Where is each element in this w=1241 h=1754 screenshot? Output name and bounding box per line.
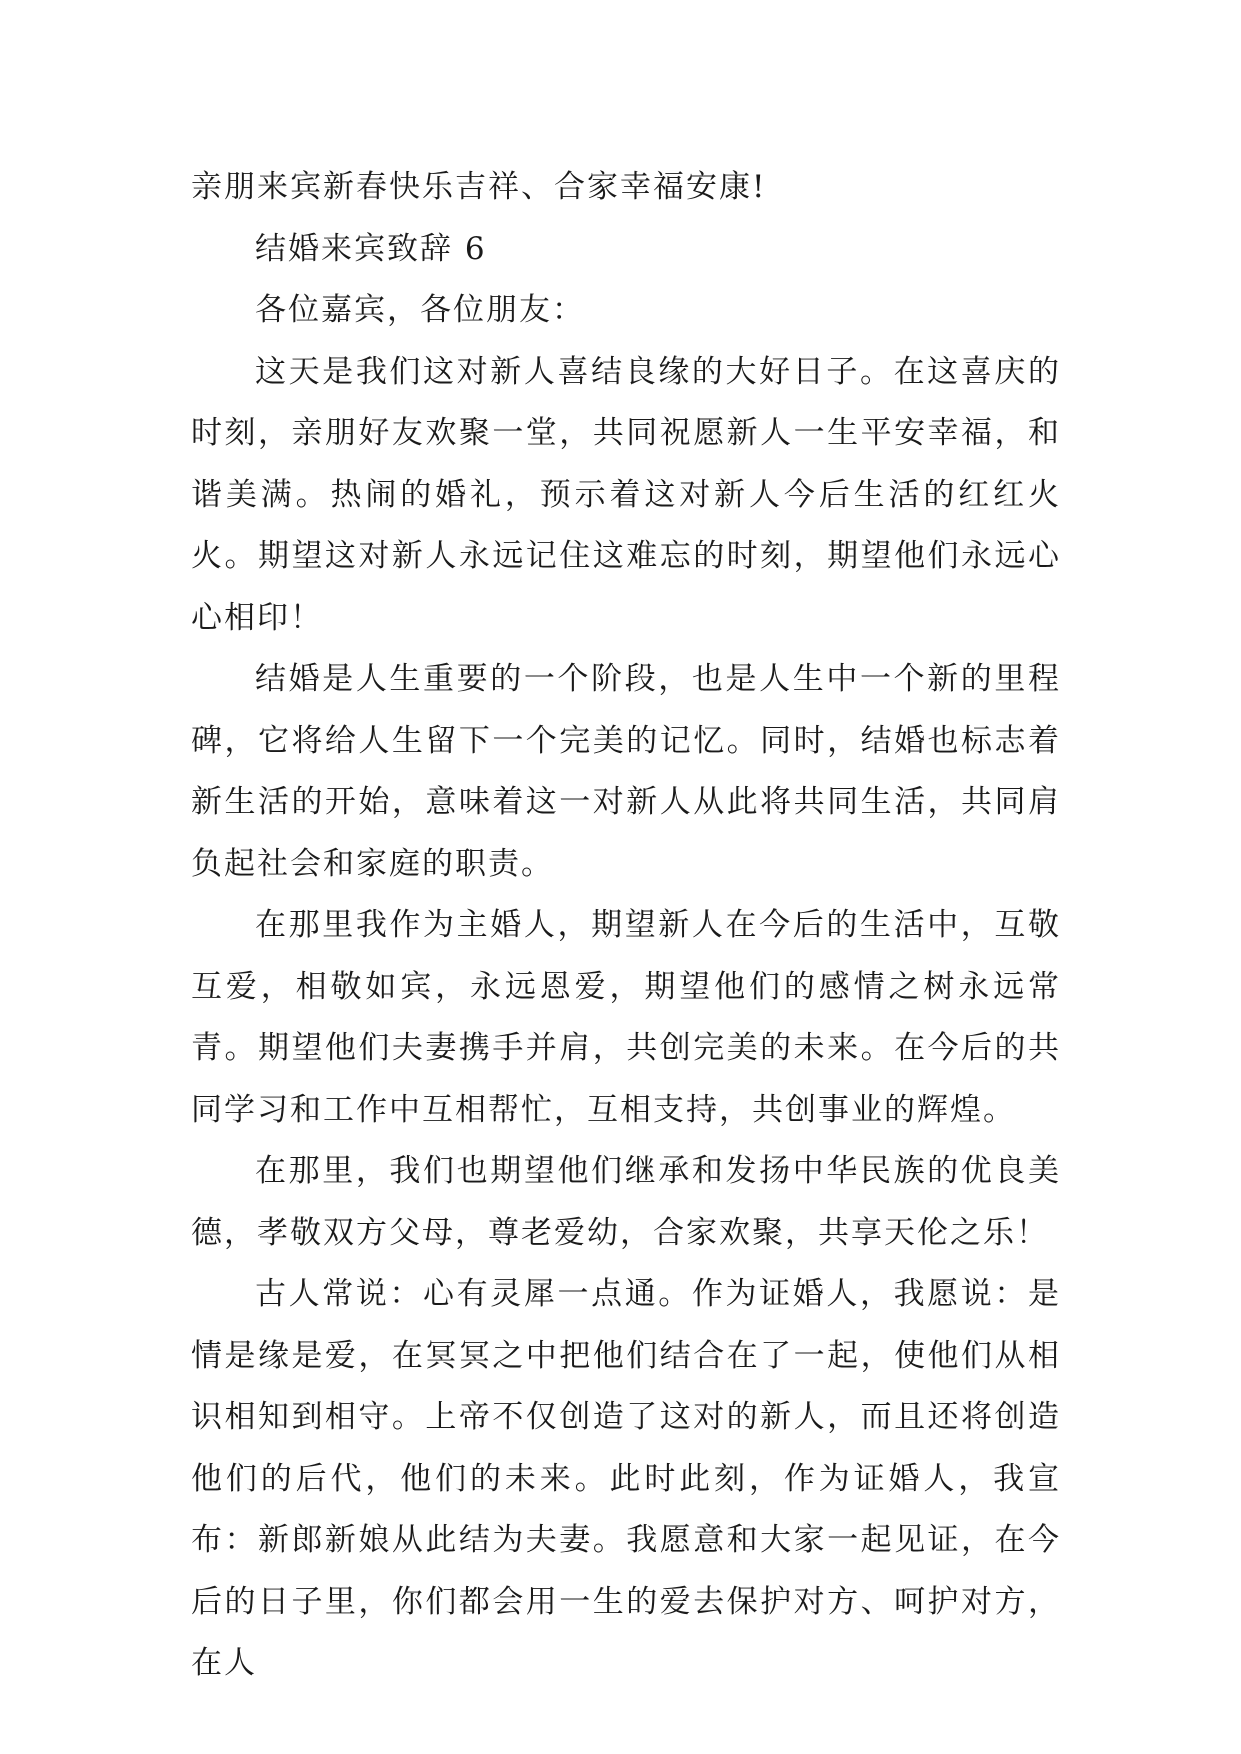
paragraph-milestone: 结婚是人生重要的一个阶段，也是人生中一个新的里程碑，它将给人生留下一个完美的记忆。同时，结婚也标志着新生活的开始，意味着这一对新人从此将共同生活，共同肩负起社会和家庭的职责。 — [191, 661, 1061, 882]
salutation: 各位嘉宾，各位朋友： — [255, 292, 585, 328]
document-body — [191, 157, 1061, 1695]
section-heading: 结婚来宾致辞 6 — [255, 230, 487, 267]
paragraph-officiant-wishes: 在那里我作为主婚人，期望新人在今后的生活中，互敬互爱，相敬如宾，永远恩爱，期望他们的感情之树永远常青。期望他们夫妻携手并肩，共创完美的未来。在今后的共同学习和工作中互相帮忙，互相支持，共创事业的辉煌。 — [191, 907, 1061, 1128]
paragraph-witness: 古人常说：心有灵犀一点通。作为证婚人，我愿说：是情是缘是爱，在冥冥之中把他们结合在了一起，使他们从相识相知到相守。上帝不仅创造了这对的新人，而且还将创造他们的后代，他们的未来。此时此刻，作为证婚人，我宣布：新郎新娘从此结为夫妻。我愿意和大家一起见证，在今后的日子里，你们都会用一生的爱去保护对方、呵护对方，在人 — [191, 1276, 1061, 1681]
paragraph-greeting-end: 亲朋来宾新春快乐吉祥、合家幸福安康! — [191, 169, 767, 205]
paragraph-virtues: 在那里，我们也期望他们继承和发扬中华民族的优良美德，孝敬双方父母，尊老爱幼，合家欢聚，共享天伦之乐！ — [191, 1153, 1061, 1251]
paragraph-wedding-day: 这天是我们这对新人喜结良缘的大好日子。在这喜庆的时刻，亲朋好友欢聚一堂，共同祝愿新人一生平安幸福，和谐美满。热闹的婚礼，预示着这对新人今后生活的红红火火。期望这对新人永远记住这难忘的时刻，期望他们永远心心相印！ — [191, 353, 1061, 636]
